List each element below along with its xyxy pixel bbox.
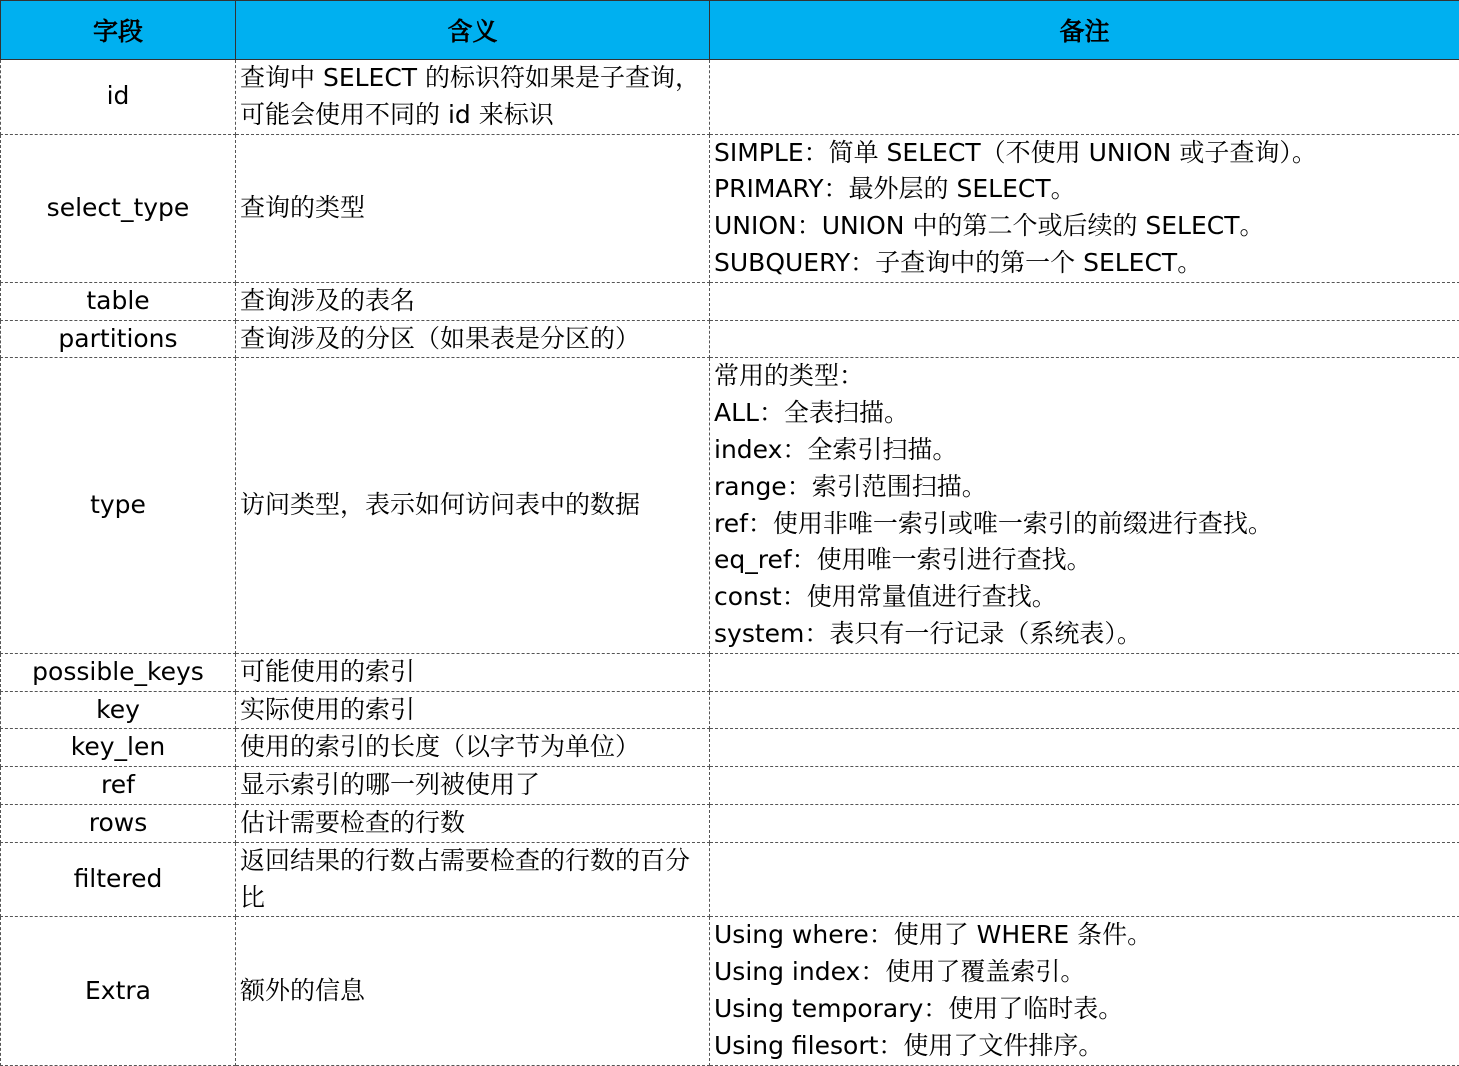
note-line: range：索引范围扫描。 (714, 469, 1455, 506)
meaning-cell: 实际使用的索引 (236, 691, 710, 729)
note-line: index：全索引扫描。 (714, 432, 1455, 469)
field-cell: type (1, 358, 236, 653)
note-line: Using where：使用了 WHERE 条件。 (714, 917, 1455, 954)
note-line: ALL：全表扫描。 (714, 395, 1455, 432)
meaning-cell: 查询涉及的分区（如果表是分区的） (236, 320, 710, 358)
note-line: Using filesort：使用了文件排序。 (714, 1028, 1455, 1065)
field-cell: key_len (1, 729, 236, 767)
notes-cell (710, 804, 1459, 842)
notes-cell (710, 917, 1459, 1065)
notes-cell (710, 134, 1459, 282)
notes-cell (710, 653, 1459, 691)
field-cell: filtered (1, 842, 236, 917)
header-row (1, 1, 1459, 60)
header-field: 字段 (1, 1, 236, 60)
table-row (1, 653, 1459, 691)
table-row (1, 60, 1459, 135)
table-row (1, 691, 1459, 729)
table-row (1, 804, 1459, 842)
header-notes: 备注 (710, 1, 1459, 60)
meaning-cell: 可能使用的索引 (236, 653, 710, 691)
notes-cell (710, 320, 1459, 358)
header-meaning: 含义 (236, 1, 710, 60)
table-row (1, 358, 1459, 653)
table-row (1, 282, 1459, 320)
note-line: UNION：UNION 中的第二个或后续的 SELECT。 (714, 208, 1455, 245)
field-cell: rows (1, 804, 236, 842)
note-line: system：表只有一行记录（系统表）。 (714, 616, 1455, 653)
meaning-cell: 查询涉及的表名 (236, 282, 710, 320)
note-line: Using temporary：使用了临时表。 (714, 991, 1455, 1028)
meaning-cell: 额外的信息 (236, 917, 710, 1065)
field-cell: key (1, 691, 236, 729)
notes-cell (710, 842, 1459, 917)
note-line: eq_ref：使用唯一索引进行查找。 (714, 542, 1455, 579)
note-line: ref：使用非唯一索引或唯一索引的前缀进行查找。 (714, 506, 1455, 543)
note-line: PRIMARY：最外层的 SELECT。 (714, 171, 1455, 208)
table-row (1, 767, 1459, 805)
meaning-cell: 访问类型，表示如何访问表中的数据 (236, 358, 710, 653)
table-row (1, 842, 1459, 917)
notes-cell (710, 358, 1459, 653)
table-row (1, 729, 1459, 767)
meaning-cell: 查询的类型 (236, 134, 710, 282)
field-cell: select_type (1, 134, 236, 282)
field-cell: partitions (1, 320, 236, 358)
meaning-cell: 显示索引的哪一列被使用了 (236, 767, 710, 805)
notes-cell (710, 767, 1459, 805)
note-line: SUBQUERY：子查询中的第一个 SELECT。 (714, 245, 1455, 282)
meaning-cell: 使用的索引的长度（以字节为单位） (236, 729, 710, 767)
note-line: const：使用常量值进行查找。 (714, 579, 1455, 616)
table-row (1, 320, 1459, 358)
meaning-cell: 估计需要检查的行数 (236, 804, 710, 842)
table-row (1, 917, 1459, 1065)
meaning-cell: 查询中 SELECT 的标识符如果是子查询，可能会使用不同的 id 来标识 (236, 60, 710, 135)
field-cell: ref (1, 767, 236, 805)
field-cell: possible_keys (1, 653, 236, 691)
field-cell: id (1, 60, 236, 135)
notes-cell (710, 60, 1459, 135)
table-row (1, 134, 1459, 282)
note-line: 常用的类型： (714, 358, 1455, 395)
notes-cell (710, 691, 1459, 729)
field-cell: table (1, 282, 236, 320)
meaning-cell: 返回结果的行数占需要检查的行数的百分比 (236, 842, 710, 917)
notes-cell (710, 729, 1459, 767)
note-line: SIMPLE：简单 SELECT（不使用 UNION 或子查询）。 (714, 135, 1455, 172)
field-cell: Extra (1, 917, 236, 1065)
notes-cell (710, 282, 1459, 320)
note-line: Using index：使用了覆盖索引。 (714, 954, 1455, 991)
